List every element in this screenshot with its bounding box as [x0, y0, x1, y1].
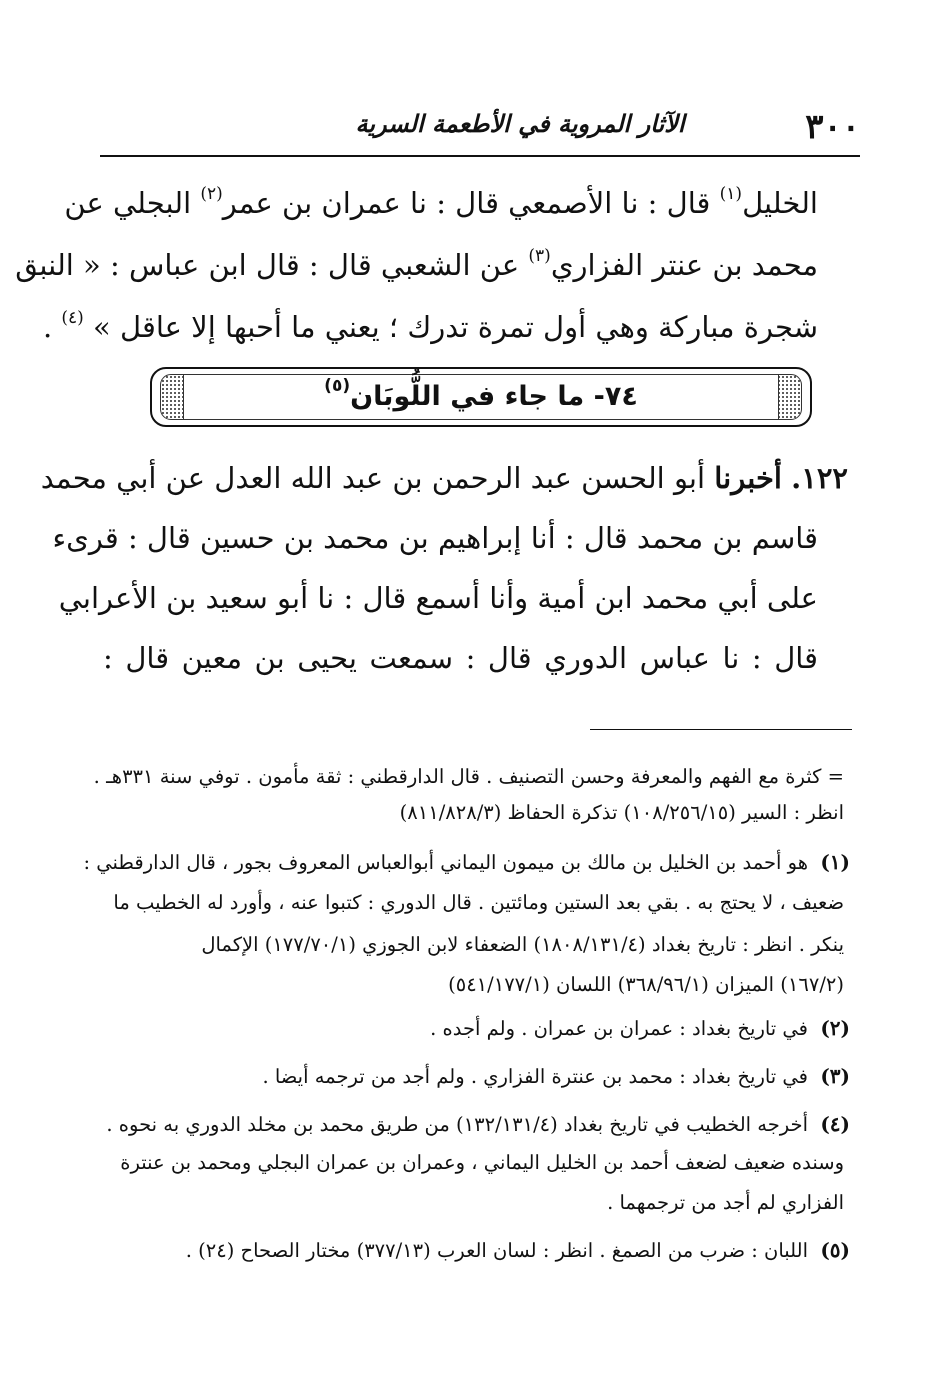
footnote-ref: (٣): [528, 246, 551, 266]
footnote-line: اللبان : ضرب من الصمغ . انظر : لسان العرب (٣٧٧/١٣) مختار الصحاح (٢٤) .: [185, 1239, 808, 1262]
footnote-line: أخرجه الخطيب في تاريخ بغداد (١٣٢/١٣١/٤) من طريق محمد بن مخلد الدوري به نحوه .: [106, 1113, 808, 1136]
running-title: الآثار المروية في الأطعمة السرية: [355, 109, 685, 138]
page-number: ٣٠٠: [805, 107, 860, 147]
body-text: البجلي عن: [64, 186, 201, 220]
ornament-border: [160, 374, 802, 420]
entry-line-1: [40, 458, 848, 498]
chapter-title-text: ٧٤- ما جاء في اللُّوبَان: [350, 381, 638, 412]
chapter-heading-panel: [183, 375, 779, 419]
footnote-number: (٢): [820, 1016, 850, 1040]
entry-keyword: أخبرنا: [714, 461, 782, 495]
body-line-2: [15, 245, 818, 285]
footnote-ref: (١): [719, 184, 743, 204]
footnote-line: في تاريخ بغداد : عمران بن عمران . ولم أجده .: [430, 1017, 808, 1040]
entry-line-2: قاسم بن محمد قال : أنا إبراهيم بن محمد بن حسين قال : قرىء: [52, 521, 818, 555]
body-text: قال : نا الأصمعي قال : نا عمران بن عمر: [222, 186, 720, 220]
entry-number: ١٢٢.: [791, 461, 848, 495]
footnote-number: (٤): [820, 1112, 850, 1136]
body-text: .: [42, 310, 62, 344]
body-text: محمد بن عنتر الفزاري: [550, 248, 818, 282]
chapter-title: [184, 376, 778, 412]
footnote-continuation-line: = كثرة مع الفهم والمعرفة وحسن التصنيف . قال الدارقطني : ثقة مأمون . توفي سنة ٣٣١هـ .: [93, 765, 844, 788]
footnote-line: (١٦٧/٢) الميزان (٣٦٨/٩٦/١) اللسان (٥٤١/١٧٧/١): [448, 973, 844, 996]
footnote-line: في تاريخ بغداد : محمد بن عنترة الفزاري . ولم أجد من ترجمه أيضا .: [262, 1065, 808, 1088]
entry-line-4: قال : نا عباس الدوري قال : سمعت يحيى بن معين قال :: [103, 641, 818, 675]
footnote-line: ضعيف ، لا يحتج به . بقي بعد الستين ومائتين . قال الدوري : كتبوا عنه ، وأورد له الخطيب ما: [113, 891, 844, 914]
footnote-number: (٥): [820, 1238, 850, 1262]
body-text: شجرة مباركة وهي أول تمرة تدرك ؛ يعني ما أحبها إلا عاقل »: [93, 310, 818, 344]
body-text: أبو الحسن عبد الرحمن بن عبد الله العدل عن أبي محمد: [40, 461, 715, 495]
chapter-heading-frame: [150, 367, 812, 427]
footnote-divider: [590, 729, 852, 730]
footnote-number: (١): [820, 850, 850, 874]
footnote-ref: (٤): [61, 308, 84, 328]
footnote-line: الفزاري لم أجد من ترجمهما .: [607, 1191, 844, 1214]
footnote-ref: (٥): [324, 376, 351, 396]
page-header: [100, 95, 860, 157]
footnote-line: هو أحمد بن الخليل بن مالك بن ميمون اليماني أبوالعباس المعروف بجور ، قال الدارقطني :: [83, 851, 808, 874]
footnote-continuation-line: انظر : السير (١٠٨/٢٥٦/١٥) تذكرة الحفاظ (٨١١/٨٢٨/٣): [399, 801, 844, 824]
entry-line-3: على أبي محمد ابن أمية وأنا أسمع قال : نا أبو سعيد بن الأعرابي: [58, 581, 818, 615]
footnote-line: وسنده ضعيف لضعف أحمد بن الخليل اليماني ، وعمران بن عمران البجلي ومحمد بن عنترة: [120, 1151, 844, 1174]
body-line-1: [64, 183, 818, 223]
footnote-number: (٣): [820, 1064, 850, 1088]
body-text: عن الشعبي قال : قال ابن عباس : « النبق: [15, 248, 529, 282]
body-text: الخليل: [742, 186, 818, 220]
body-line-3: [42, 307, 818, 347]
footnote-ref: (٢): [200, 184, 223, 204]
footnote-line: ينكر . انظر : تاريخ بغداد (١٨٠٨/١٣١/٤) الضعفاء لابن الجوزي (١٧٧/٧٠/١) الإكمال: [201, 933, 844, 956]
